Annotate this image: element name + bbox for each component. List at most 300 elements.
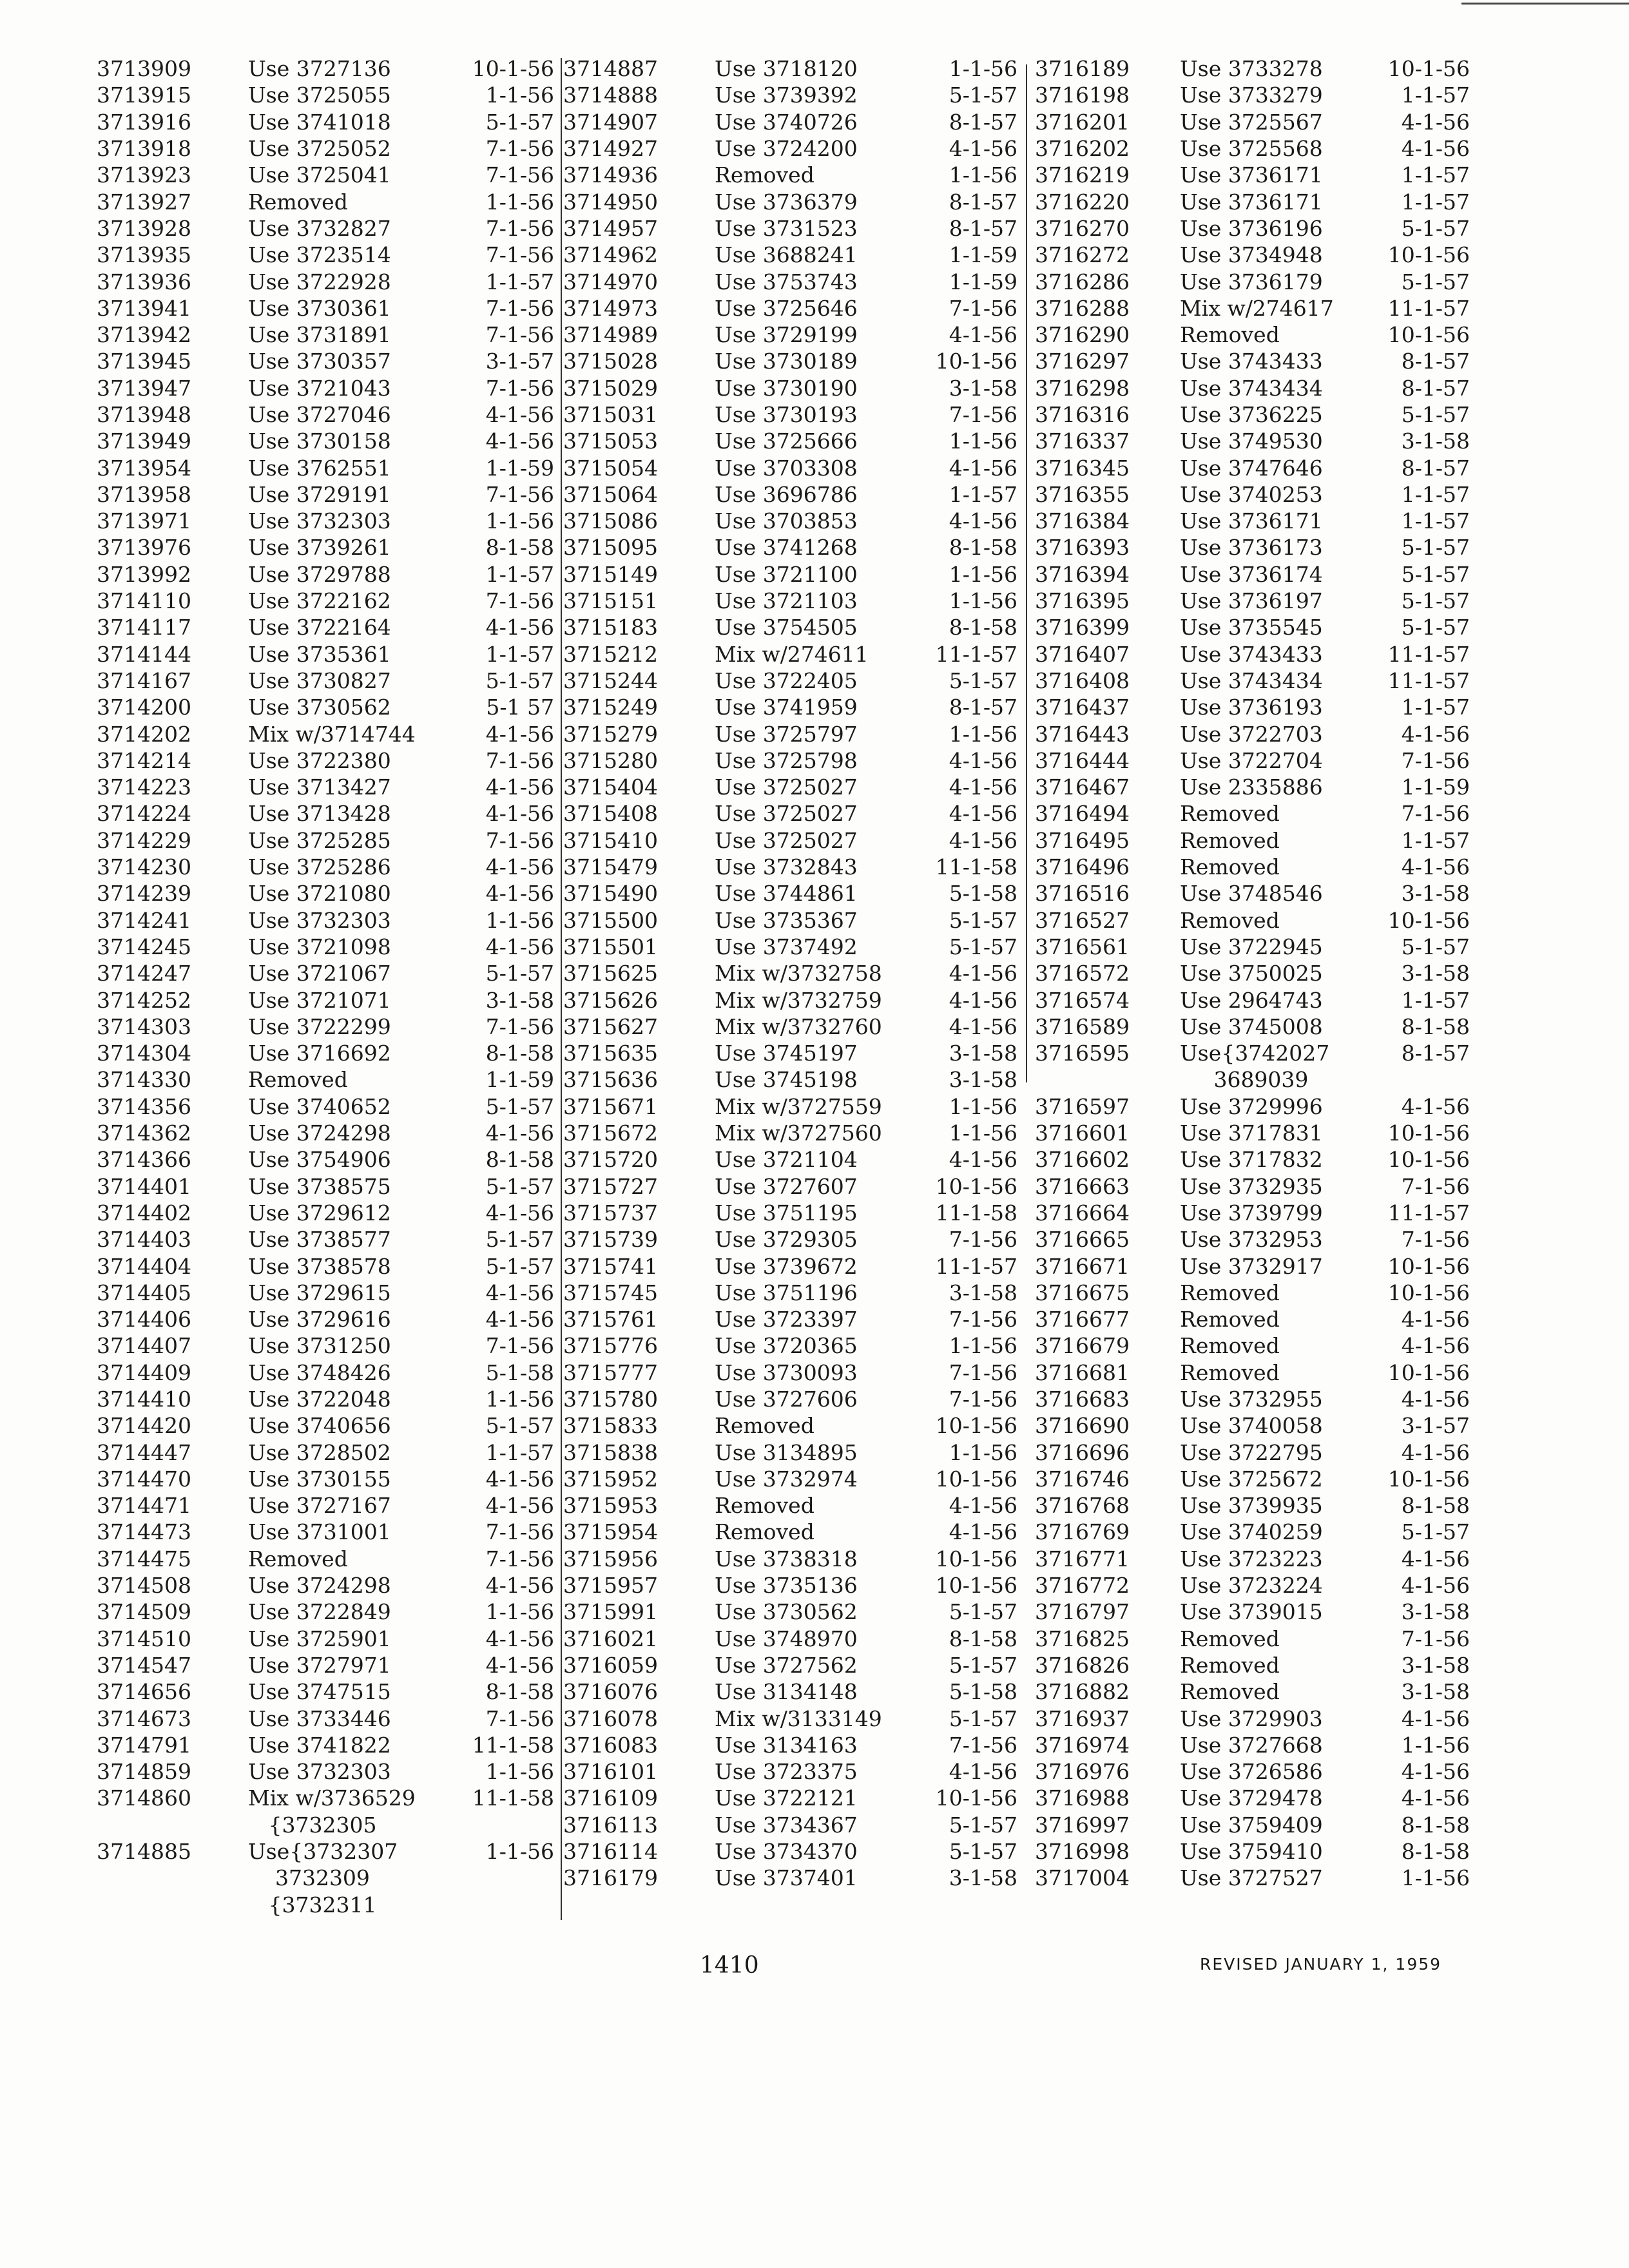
effective-date: 10-1-56 xyxy=(1387,1360,1470,1385)
part-number: 3715064 xyxy=(563,481,658,507)
part-number: 3714330 xyxy=(97,1067,191,1093)
part-number: 3714970 xyxy=(563,269,658,294)
effective-date: 5-1-57 xyxy=(1401,934,1470,959)
part-number: 3716078 xyxy=(563,1706,658,1731)
effective-date: 7-1-56 xyxy=(1401,1173,1470,1199)
replacement-action: Removed xyxy=(248,189,348,215)
effective-date: 8-1-57 xyxy=(949,109,1017,135)
part-number: 3715095 xyxy=(563,535,658,561)
effective-date: 4-1-56 xyxy=(485,1493,554,1519)
table-row xyxy=(97,1439,554,1465)
effective-date: 8-1-58 xyxy=(1401,1014,1470,1039)
table-row xyxy=(1035,1439,1470,1465)
replacement-action: Use 3722162 xyxy=(248,588,391,614)
table-row xyxy=(97,1492,554,1519)
table-row xyxy=(1035,1812,1470,1838)
part-number: 3716696 xyxy=(1035,1439,1130,1465)
table-row xyxy=(97,508,554,534)
table-row xyxy=(563,1066,1017,1093)
replacement-action: Removed xyxy=(1180,827,1280,853)
effective-date: 4-1-56 xyxy=(949,508,1017,534)
part-number: 3716679 xyxy=(1035,1333,1130,1359)
table-row xyxy=(563,1519,1017,1545)
replacement-action: Use 3696786 xyxy=(715,481,858,507)
parts-column-2 xyxy=(563,55,1017,1891)
replacement-action: Use 3722121 xyxy=(715,1785,858,1811)
table-row xyxy=(97,800,554,827)
table-row xyxy=(97,82,554,108)
replacement-action: Use 3134895 xyxy=(715,1439,858,1465)
effective-date: 10-1-56 xyxy=(935,1546,1017,1571)
part-number: 3714475 xyxy=(97,1546,191,1571)
effective-date: 5-1-57 xyxy=(949,668,1017,693)
part-number: 3715410 xyxy=(563,827,658,853)
part-number: 3714473 xyxy=(97,1519,191,1545)
replacement-action: Mix w/3732760 xyxy=(715,1014,882,1039)
table-row xyxy=(1035,1678,1470,1705)
replacement-action: Use 3726586 xyxy=(1180,1759,1323,1785)
effective-date: 4-1-56 xyxy=(949,455,1017,481)
replacement-action: Use 3725027 xyxy=(715,827,858,853)
part-number: 3716683 xyxy=(1035,1386,1130,1412)
replacement-action: Use 3722048 xyxy=(248,1386,391,1412)
replacement-action: Removed xyxy=(1180,801,1280,827)
part-number: 3715777 xyxy=(563,1360,658,1385)
replacement-action: Use 3729199 xyxy=(715,322,858,348)
replacement-action: Use 3729996 xyxy=(1180,1093,1323,1119)
table-row xyxy=(563,215,1017,242)
replacement-action: Use 3732917 xyxy=(1180,1253,1323,1279)
part-number: 3716527 xyxy=(1035,907,1130,933)
part-number: 3715212 xyxy=(563,641,658,667)
table-row xyxy=(97,481,554,508)
table-row xyxy=(563,668,1017,694)
part-number: 3713954 xyxy=(97,455,191,481)
replacement-action: Use 3725052 xyxy=(248,136,391,162)
effective-date: 1-1-59 xyxy=(1401,774,1470,800)
replacement-action: Use 3751196 xyxy=(715,1280,858,1305)
replacement-action: Use 3732827 xyxy=(248,215,391,241)
effective-date: 4-1-56 xyxy=(1401,1386,1470,1412)
effective-date: 4-1-56 xyxy=(949,1493,1017,1519)
effective-date: 5-1-57 xyxy=(1401,402,1470,427)
table-row xyxy=(97,428,554,454)
effective-date: 1-1-56 xyxy=(949,561,1017,587)
effective-date: 5-1-57 xyxy=(949,1652,1017,1678)
effective-date: 3-1-58 xyxy=(949,1041,1017,1066)
part-number: 3715952 xyxy=(563,1466,658,1492)
table-row xyxy=(563,1306,1017,1332)
part-number: 3715833 xyxy=(563,1413,658,1439)
part-number: 3715627 xyxy=(563,1014,658,1039)
replacement-action: Use 3725568 xyxy=(1180,136,1323,162)
effective-date: 10-1-56 xyxy=(935,1466,1017,1492)
effective-date: 4-1-56 xyxy=(1401,1573,1470,1599)
part-number: 3716443 xyxy=(1035,721,1130,747)
table-row xyxy=(97,827,554,854)
table-row xyxy=(563,242,1017,268)
replacement-action: Use 3729305 xyxy=(715,1227,858,1253)
replacement-action: Use 3725672 xyxy=(1180,1466,1323,1492)
replacement-action: Use 3736193 xyxy=(1180,695,1323,720)
replacement-action: Use 3735367 xyxy=(715,907,858,933)
replacement-action: Use 3740726 xyxy=(715,109,858,135)
replacement-action: Use 3743433 xyxy=(1180,641,1323,667)
part-number: 3714407 xyxy=(97,1333,191,1359)
part-number: 3713976 xyxy=(97,535,191,561)
table-row xyxy=(97,162,554,188)
part-number: 3716399 xyxy=(1035,615,1130,640)
effective-date: 4-1-56 xyxy=(1401,1706,1470,1731)
replacement-action: Use 3732955 xyxy=(1180,1386,1323,1412)
effective-date: 7-1-56 xyxy=(485,136,554,162)
part-number: 3714406 xyxy=(97,1307,191,1332)
effective-date: 8-1-58 xyxy=(949,535,1017,561)
replacement-action: Use 3722849 xyxy=(248,1599,391,1625)
replacement-action: Use 3730189 xyxy=(715,349,858,374)
replacement-action: Use 3723375 xyxy=(715,1759,858,1785)
part-number: 3716394 xyxy=(1035,561,1130,587)
effective-date: 1-1-57 xyxy=(1401,481,1470,507)
effective-date: 11-1-57 xyxy=(1387,641,1470,667)
replacement-action: Use 3734370 xyxy=(715,1839,858,1865)
effective-date: 1-1-57 xyxy=(1401,189,1470,215)
effective-date: 3-1-58 xyxy=(485,987,554,1013)
part-number: 3716769 xyxy=(1035,1519,1130,1545)
effective-date: 1-1-56 xyxy=(949,721,1017,747)
table-row xyxy=(563,1599,1017,1625)
replacement-action: Use 3741822 xyxy=(248,1732,391,1758)
replacement-action: Use 3717832 xyxy=(1180,1147,1323,1173)
replacement-action: Use 3732953 xyxy=(1180,1227,1323,1253)
effective-date: 5-1-57 xyxy=(949,934,1017,959)
table-row xyxy=(97,1652,554,1678)
table-row xyxy=(97,1785,554,1811)
table-row xyxy=(97,215,554,242)
replacement-action: Removed xyxy=(1180,1280,1280,1305)
effective-date: 5-1-57 xyxy=(485,961,554,986)
part-number: 3716882 xyxy=(1035,1679,1130,1705)
table-row xyxy=(1035,215,1470,242)
table-row xyxy=(563,774,1017,800)
effective-date: 7-1-56 xyxy=(485,162,554,188)
effective-date: 7-1-56 xyxy=(949,1227,1017,1253)
replacement-action: 3732309 xyxy=(248,1865,370,1891)
effective-date: 7-1-56 xyxy=(485,1706,554,1731)
effective-date: 7-1-56 xyxy=(485,1014,554,1039)
part-number: 3716675 xyxy=(1035,1280,1130,1305)
replacement-action: Use 3730562 xyxy=(248,695,391,720)
effective-date: 7-1-56 xyxy=(1401,1626,1470,1651)
effective-date: 7-1-56 xyxy=(485,747,554,773)
part-number: 3714471 xyxy=(97,1493,191,1519)
replacement-action: Use 3748426 xyxy=(248,1360,391,1385)
table-row xyxy=(97,1812,554,1838)
table-row xyxy=(1035,1280,1470,1306)
table-row xyxy=(97,1332,554,1359)
part-number: 3716496 xyxy=(1035,854,1130,880)
replacement-action: Use 3730357 xyxy=(248,349,391,374)
part-number: 3715249 xyxy=(563,695,658,720)
replacement-action: Use 3723223 xyxy=(1180,1546,1323,1571)
part-number: 3716272 xyxy=(1035,242,1130,268)
replacement-action: Use 3735545 xyxy=(1180,615,1323,640)
replacement-action: Use 3725027 xyxy=(715,774,858,800)
part-number: 3716179 xyxy=(563,1865,658,1891)
table-row xyxy=(1035,1146,1470,1173)
replacement-action: Use 3739261 xyxy=(248,535,391,561)
part-number: 3715028 xyxy=(563,349,658,374)
effective-date: 7-1-56 xyxy=(949,1386,1017,1412)
part-number: 3716345 xyxy=(1035,455,1130,481)
table-row xyxy=(563,800,1017,827)
part-number: 3716113 xyxy=(563,1812,658,1838)
part-number: 3716663 xyxy=(1035,1173,1130,1199)
parts-column-3 xyxy=(1035,55,1470,1891)
part-number: 3714404 xyxy=(97,1253,191,1279)
replacement-action: Use 3745008 xyxy=(1180,1014,1323,1039)
effective-date: 4-1-56 xyxy=(1401,109,1470,135)
replacement-action: Use 3739672 xyxy=(715,1253,858,1279)
effective-date: 4-1-56 xyxy=(485,1652,554,1678)
effective-date: 4-1-56 xyxy=(485,854,554,880)
effective-date: 8-1-57 xyxy=(949,695,1017,720)
part-number: 3715780 xyxy=(563,1386,658,1412)
table-row xyxy=(563,135,1017,162)
part-number: 3714144 xyxy=(97,641,191,667)
table-row xyxy=(97,614,554,640)
effective-date: 10-1-56 xyxy=(935,349,1017,374)
effective-date: 3-1-58 xyxy=(1401,1599,1470,1625)
table-row xyxy=(1035,694,1470,720)
replacement-action: Use 3743433 xyxy=(1180,349,1323,374)
part-number: 3715029 xyxy=(563,375,658,401)
effective-date: 5-1-57 xyxy=(949,907,1017,933)
table-row xyxy=(563,401,1017,428)
effective-date: 5-1 57 xyxy=(486,695,554,720)
table-row xyxy=(97,1093,554,1120)
table-row xyxy=(563,1678,1017,1705)
replacement-action: Use 3736197 xyxy=(1180,588,1323,614)
table-row xyxy=(97,588,554,614)
table-row xyxy=(1035,109,1470,135)
table-row xyxy=(1035,428,1470,454)
part-number: 3715054 xyxy=(563,455,658,481)
table-row xyxy=(97,1466,554,1492)
table-row xyxy=(97,694,554,720)
part-number: 3714356 xyxy=(97,1093,191,1119)
table-row xyxy=(563,295,1017,322)
part-number: 3716114 xyxy=(563,1839,658,1865)
replacement-action: Use{3732307 xyxy=(248,1839,398,1865)
part-number: 3715838 xyxy=(563,1439,658,1465)
replacement-action: Use 3730193 xyxy=(715,402,858,427)
effective-date: 8-1-57 xyxy=(1401,375,1470,401)
table-row xyxy=(1035,82,1470,108)
table-row xyxy=(97,1626,554,1652)
effective-date: 10-1-56 xyxy=(1387,1466,1470,1492)
table-row xyxy=(563,1439,1017,1465)
part-number: 3716516 xyxy=(1035,881,1130,907)
table-row xyxy=(563,1546,1017,1572)
replacement-action: Use 3736179 xyxy=(1180,269,1323,294)
effective-date: 8-1-58 xyxy=(1401,1839,1470,1865)
table-row xyxy=(563,1093,1017,1120)
effective-date: 4-1-56 xyxy=(485,1280,554,1305)
table-row xyxy=(1035,1626,1470,1652)
part-number: 3714224 xyxy=(97,801,191,827)
effective-date: 8-1-58 xyxy=(949,615,1017,640)
part-number: 3714304 xyxy=(97,1041,191,1066)
replacement-action: Use 3703853 xyxy=(715,508,858,534)
part-number: 3716467 xyxy=(1035,774,1130,800)
effective-date: 7-1-56 xyxy=(485,295,554,321)
replacement-action: Use 3728502 xyxy=(248,1439,391,1465)
part-number: 3714200 xyxy=(97,695,191,720)
effective-date: 5-1-57 xyxy=(1401,535,1470,561)
part-number: 3716298 xyxy=(1035,375,1130,401)
effective-date: 1-1-56 xyxy=(949,428,1017,454)
effective-date: 7-1-56 xyxy=(949,1307,1017,1332)
table-row xyxy=(563,1360,1017,1386)
effective-date: 4-1-56 xyxy=(485,1307,554,1332)
replacement-action: Use 3727527 xyxy=(1180,1865,1323,1891)
part-number: 3715279 xyxy=(563,721,658,747)
replacement-action: Use 3736171 xyxy=(1180,162,1323,188)
table-row xyxy=(1035,534,1470,561)
replacement-action: Use 3730190 xyxy=(715,375,858,401)
table-row xyxy=(97,1599,554,1625)
replacement-action: Removed xyxy=(1180,854,1280,880)
part-number: 3716408 xyxy=(1035,668,1130,693)
table-row xyxy=(563,1040,1017,1066)
table-row xyxy=(97,1226,554,1253)
table-row xyxy=(1035,268,1470,294)
table-row xyxy=(1035,588,1470,614)
replacement-action: Use 3713427 xyxy=(248,774,391,800)
table-row xyxy=(97,55,554,82)
replacement-action: Use 3741268 xyxy=(715,535,858,561)
table-row xyxy=(97,907,554,934)
table-row xyxy=(1035,295,1470,322)
table-row xyxy=(97,720,554,747)
part-number: 3714239 xyxy=(97,881,191,907)
part-number: 3716772 xyxy=(1035,1573,1130,1599)
part-number: 3716602 xyxy=(1035,1147,1130,1173)
table-row xyxy=(97,1173,554,1199)
part-number: 3714927 xyxy=(563,136,658,162)
effective-date: 4-1-56 xyxy=(949,801,1017,827)
part-number: 3713958 xyxy=(97,481,191,507)
replacement-action: Use 3740652 xyxy=(248,1093,391,1119)
effective-date: 4-1-56 xyxy=(1401,136,1470,162)
table-row xyxy=(563,1120,1017,1146)
table-row xyxy=(1035,561,1470,588)
replacement-action: Use 3717831 xyxy=(1180,1120,1323,1146)
table-row xyxy=(97,295,554,322)
part-number: 3714214 xyxy=(97,747,191,773)
part-number: 3714252 xyxy=(97,987,191,1013)
table-row xyxy=(563,986,1017,1013)
replacement-action: Use 3740259 xyxy=(1180,1519,1323,1545)
part-number: 3716937 xyxy=(1035,1706,1130,1731)
part-number: 3716495 xyxy=(1035,827,1130,853)
replacement-action: Use 3716692 xyxy=(248,1041,391,1066)
replacement-action: Use 3733279 xyxy=(1180,82,1323,108)
effective-date: 4-1-56 xyxy=(949,1519,1017,1545)
effective-date: 3-1-58 xyxy=(1401,1652,1470,1678)
part-number: 3716270 xyxy=(1035,215,1130,241)
part-number: 3714447 xyxy=(97,1439,191,1465)
replacement-action: Use 3748546 xyxy=(1180,881,1323,907)
replacement-action: Removed xyxy=(715,162,815,188)
part-number: 3716597 xyxy=(1035,1093,1130,1119)
part-number: 3715086 xyxy=(563,508,658,534)
table-row xyxy=(97,1732,554,1758)
replacement-action: Use 3729616 xyxy=(248,1307,391,1332)
effective-date: 5-1-58 xyxy=(949,881,1017,907)
part-number: 3714401 xyxy=(97,1173,191,1199)
replacement-action: Use 3725567 xyxy=(1180,109,1323,135)
replacement-action: Mix w/3133149 xyxy=(715,1706,882,1731)
table-row xyxy=(97,188,554,215)
replacement-action: Use 3736173 xyxy=(1180,535,1323,561)
replacement-action: Use 3731523 xyxy=(715,215,858,241)
replacement-action: Use 3730361 xyxy=(248,295,391,321)
table-row xyxy=(563,1226,1017,1253)
table-row xyxy=(97,854,554,880)
effective-date: 1-1-57 xyxy=(485,561,554,587)
effective-date: 10-1-56 xyxy=(472,56,554,82)
replacement-action: Use 3743434 xyxy=(1180,668,1323,693)
part-number: 3716355 xyxy=(1035,481,1130,507)
effective-date: 1-1-56 xyxy=(485,1839,554,1865)
table-row xyxy=(563,907,1017,934)
replacement-action: Use 3736225 xyxy=(1180,402,1323,427)
table-row xyxy=(97,1572,554,1599)
effective-date: 4-1-56 xyxy=(1401,1546,1470,1571)
part-number: 3715957 xyxy=(563,1573,658,1599)
effective-date: 1-1-57 xyxy=(1401,987,1470,1013)
table-row xyxy=(97,1306,554,1332)
part-number: 3716797 xyxy=(1035,1599,1130,1625)
effective-date: 11-1-58 xyxy=(472,1785,554,1811)
replacement-action: Use 3722945 xyxy=(1180,934,1323,959)
effective-date: 5-1-57 xyxy=(949,1599,1017,1625)
part-number: 3715479 xyxy=(563,854,658,880)
part-number: 3715739 xyxy=(563,1227,658,1253)
column-divider xyxy=(1026,64,1027,1082)
table-row xyxy=(1035,1652,1470,1678)
part-number: 3716286 xyxy=(1035,269,1130,294)
effective-date: 7-1-56 xyxy=(949,1732,1017,1758)
table-row xyxy=(563,1200,1017,1226)
part-number: 3714117 xyxy=(97,615,191,640)
effective-date: 11-1-58 xyxy=(472,1732,554,1758)
table-row xyxy=(563,1280,1017,1306)
effective-date: 3-1-58 xyxy=(1401,1679,1470,1705)
replacement-action: Use 3725041 xyxy=(248,162,391,188)
table-row xyxy=(97,242,554,268)
table-row xyxy=(563,268,1017,294)
table-row xyxy=(97,268,554,294)
part-number: 3715151 xyxy=(563,588,658,614)
part-number: 3714470 xyxy=(97,1466,191,1492)
replacement-action: Use 3737401 xyxy=(715,1865,858,1891)
part-number: 3714888 xyxy=(563,82,658,108)
part-number: 3716101 xyxy=(563,1759,658,1785)
effective-date: 5-1-57 xyxy=(1401,615,1470,640)
